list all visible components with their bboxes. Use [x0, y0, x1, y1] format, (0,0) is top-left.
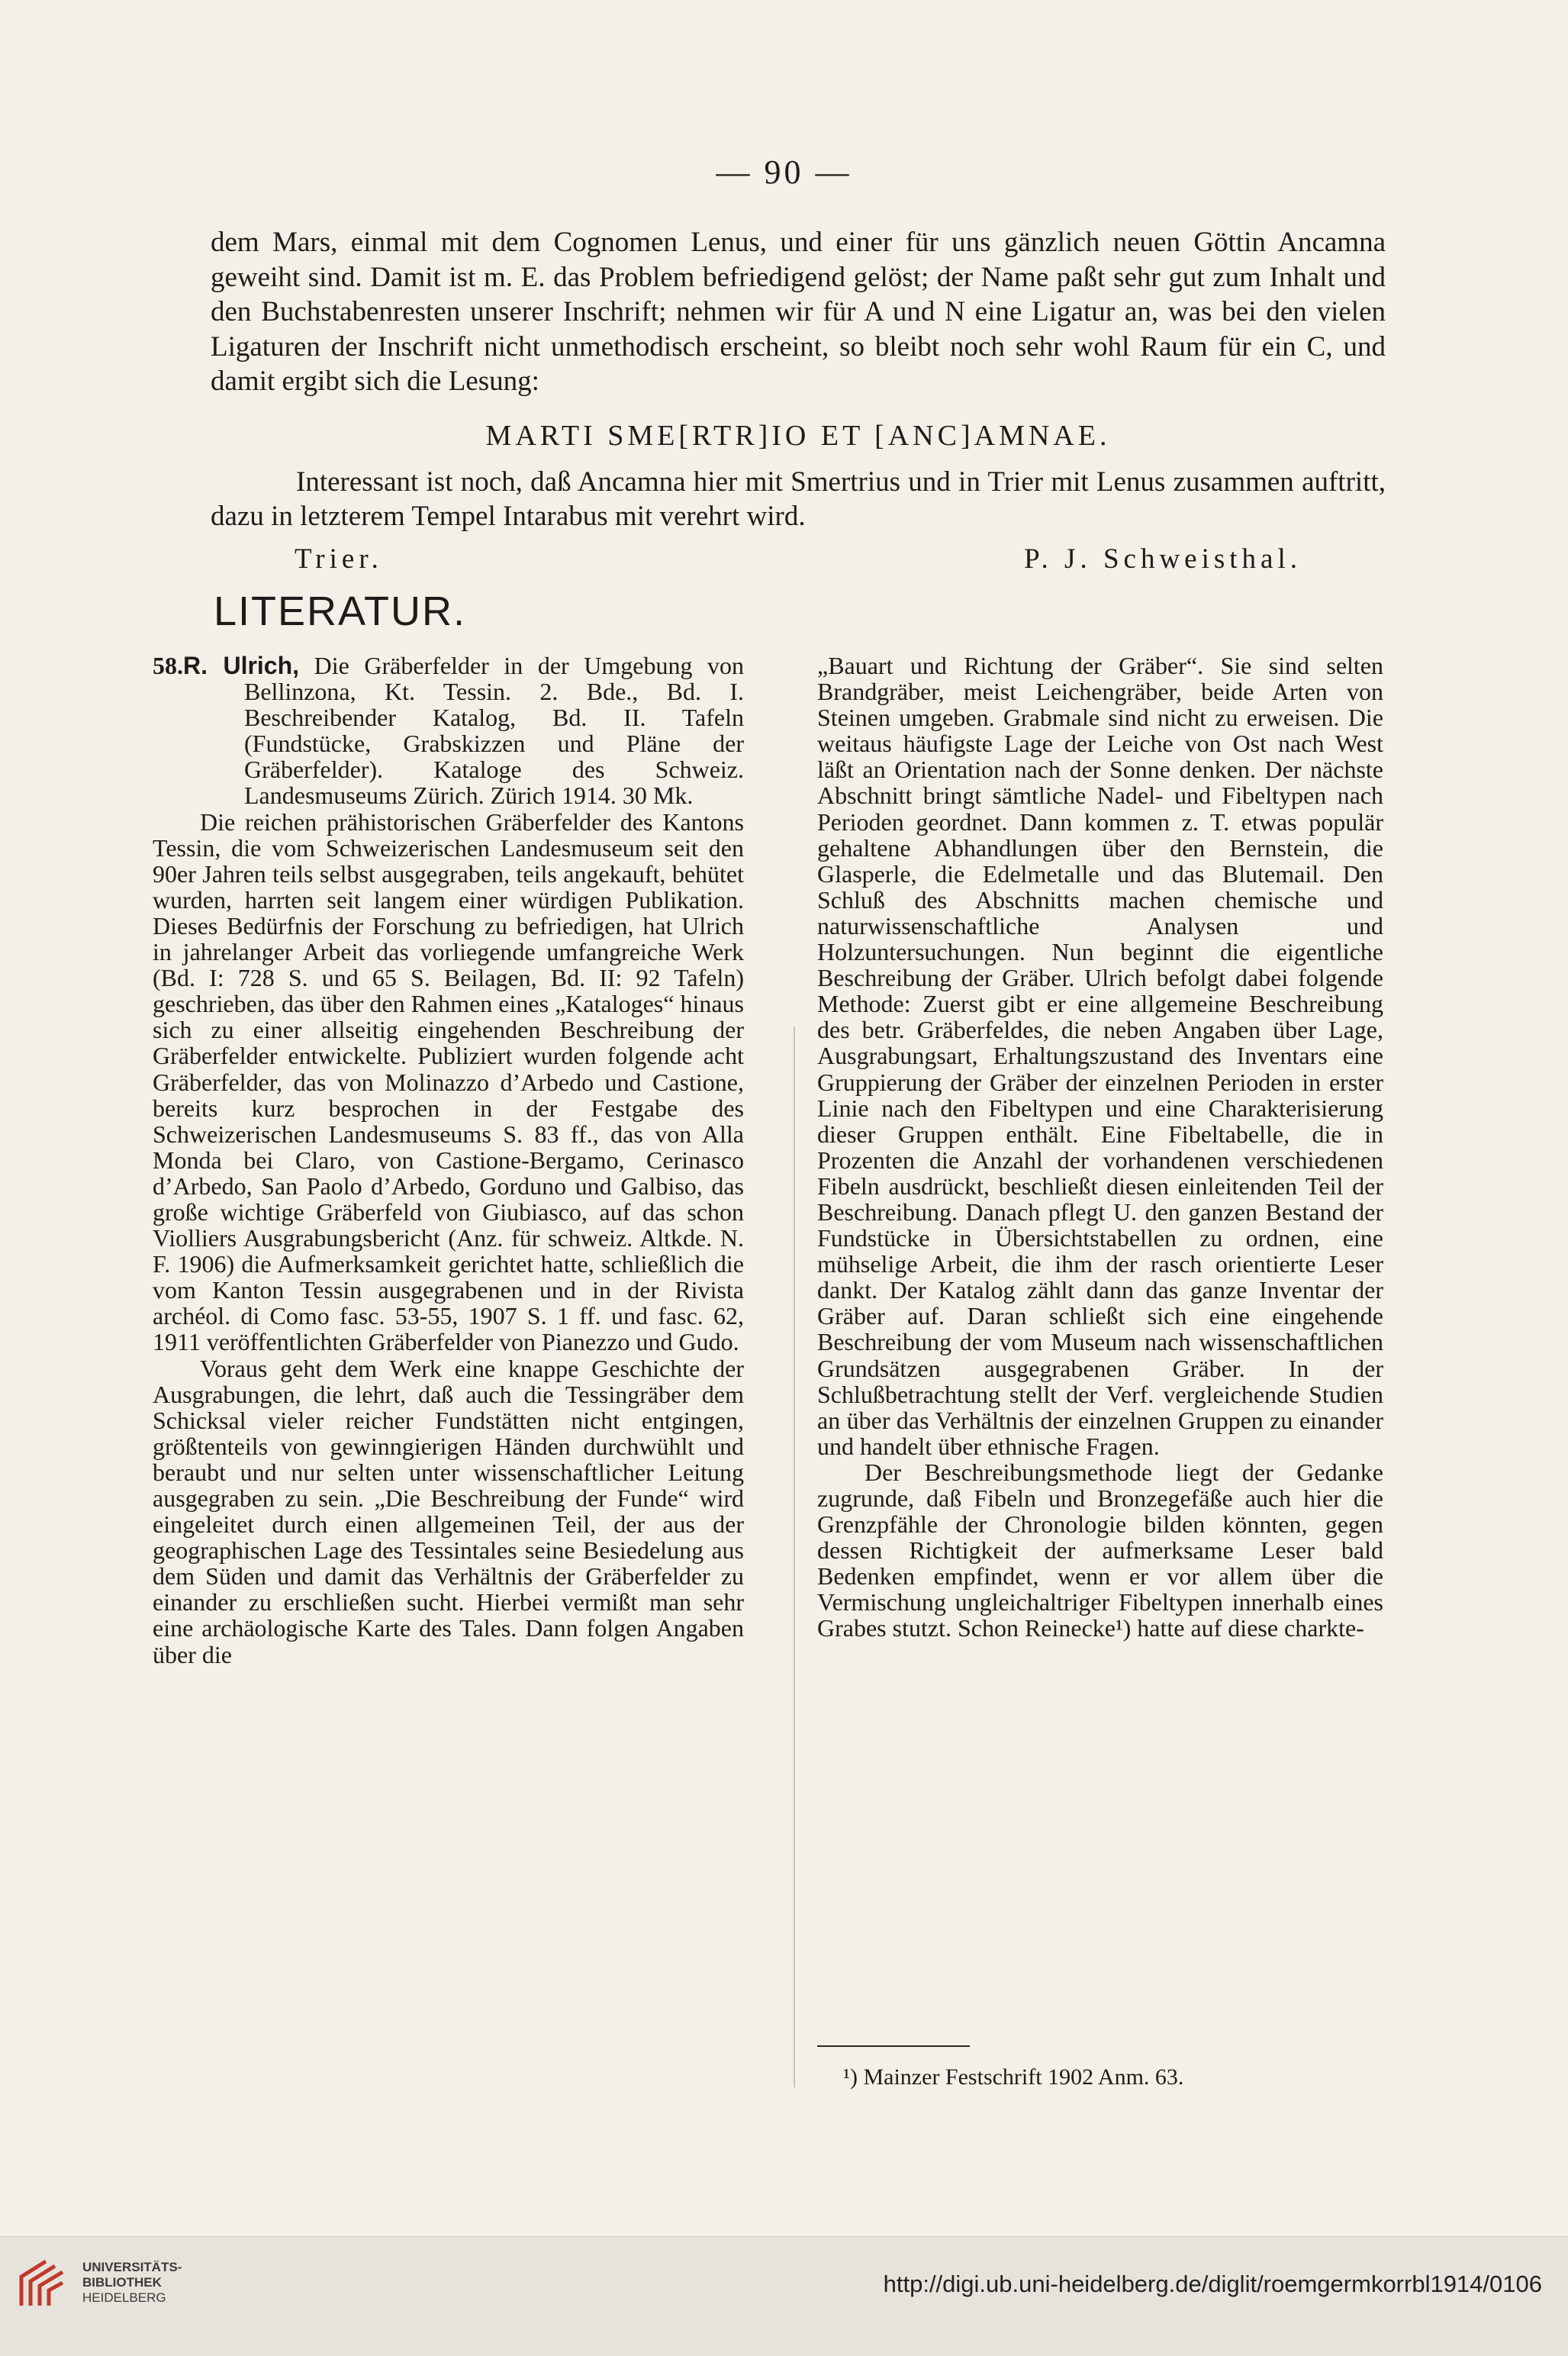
footnote: ¹) Mainzer Festschrift 1902 Anm. 63.: [843, 2064, 1184, 2090]
body-paragraph: Die reichen prähistorischen Gräberfelder des Kantons Tessin, die vom Schweizerischen Landesmuseum seit den 90er Jahren teils selbst ausgegraben, teils angekauft, behütet wurden, harrten seit langem einer würdigen Publikation. Dieses Bedürfnis der Forschung zu befriedigen, hat Ulrich in jahrelanger Arbeit das vorliegende umfangreiche Werk (Bd. I: 728 S. und 65 S. Beilagen, Bd. II: 92 Tafeln) geschrieben, das über den Rahmen eines „Kataloges“ hinaus sich zu einer allseitig eingehenden Beschreibung der Gräberfelder entwickelte. Publiziert wurden folgende acht Gräberfelder, das von Molinazzo d’Arbedo und Castione, bereits kurz besprochen in der Festgabe des Schweizerischen Landesmuseums S. 83 ff., das von Alla Monda bei Claro, von Castione-Bergamo, Cerinasco d’Arbedo, San Paolo d’Arbedo, Gorduno und Galbiso, das große wichtige Gräberfeld von Giubiasco, auf das schon Violliers Ausgrabungsbericht (Anz. für schweiz. Altkde. N. F. 1906) die Aufmerksamkeit gerichtet hatte, schließlich die vom Kanton Tessin ausgegrabenen und in der Rivista archéol. di Como fasc. 53-55, 1907 S. 1 ff. und fasc. 62, 1911 veröffentlichten Gräberfelder von Pianezzo und Gudo.: [153, 807, 744, 1356]
entry-author: R. Ulrich,: [183, 652, 300, 679]
bibliographic-entry: [153, 653, 744, 809]
entry-number: 58.: [153, 652, 183, 679]
right-column: [817, 653, 1383, 1642]
signature-line: [211, 542, 1386, 577]
digitization-footer: [0, 2236, 1568, 2356]
library-name-line: HEIDELBERG: [82, 2290, 166, 2305]
body-paragraph: „Bauart und Richtung der Gräber“. Sie sind selten Brandgräber, meist Leichengräber, beide Arten von Steinen umgeben. Grabmale sind nicht zu erweisen. Die weitaus häufigste Lage der Leiche von Ost nach West läßt an Orientation nach der Sonne denken. Der nächste Abschnitt bringt sämtliche Nadel- und Fibeltypen nach Perioden geordnet. Dann kommen z. T. etwas populär gehaltene Abhandlungen über den Bernstein, die Glasperle, die Edelmetalle und das Blutemail. Den Schluß des Abschnitts machen chemische und naturwissenschaftliche Analysen und Holzuntersuchungen. Nun beginnt die eigentliche Beschreibung der Gräber. Ulrich befolgt dabei folgende Methode: Zuerst gibt er eine allgemeine Beschreibung des betr. Gräberfeldes, die neben Angaben über Lage, Ausgrabungsart, Erhaltungszustand des Inventars eine Gruppierung der Gräber der einzelnen Perioden in erster Linie nach den Fibeltypen und eine Charakterisierung dieser Gruppen enthält. Eine Fibeltabelle, die in Prozenten die Anzahl der vorhandenen verschiedenen Fibeln ausdrückt, beschließt diesen einleitenden Teil der Beschreibung. Danach pflegt U. den ganzen Bestand der Fundstücke in Übersichtstabellen zu ordnen, eine mühselige Arbeit, die ihm der rasch orientierte Leser dankt. Der Katalog zählt dann das ganze Inventar der Gräber auf. Daran schließt sich eine eingehende Beschreibung der vom Museum nach wissenschaftlichen Grundsätzen ausgegrabenen Gräber. In der Schlußbetrachtung stellt der Verf. vergleichende Studien an über das Verhältnis der einzelnen Gruppen zu einander und handelt über ethnische Fragen.: [817, 652, 1383, 1460]
intro-paragraph-2: Interessant ist noch, daß Ancamna hier mit Smertrius und in Trier mit Lenus zusammen auftritt, dazu in letzterem Tempel Intarabus mit verehrt wird.: [211, 466, 1386, 532]
page-number: — 90 —: [716, 153, 852, 191]
place-name: Trier.: [295, 543, 383, 575]
library-name-line: UNIVERSITÄTS-: [82, 2260, 182, 2274]
article-intro: [211, 225, 1386, 576]
library-name: [82, 2260, 182, 2306]
permalink-url[interactable]: http://digi.ub.uni-heidelberg.de/diglit/roemgermkorrbl1914/0106: [883, 2271, 1542, 2297]
column-divider: [794, 1027, 795, 2087]
body-paragraph: Der Beschreibungsmethode liegt der Gedanke zugrunde, daß Fibeln und Bronzegefäße auch hier die Grenzpfähle der Chronologie bilden könnten, gegen dessen Richtigkeit der aufmerksame Leser bald Bedenken empfindet, wenn er vor allem über die Vermischung ungleichaltriger Fibeltypen innerhalb eines Grabes stutzt. Schon Reinecke¹) hatte auf diese charkte-: [817, 1458, 1383, 1642]
article-author: P. J. Schweisthal.: [1024, 543, 1302, 575]
section-heading: LITERATUR.: [214, 588, 467, 634]
footnote-rule: [817, 2045, 970, 2047]
body-paragraph: Voraus geht dem Werk eine knappe Geschichte der Ausgrabungen, die lehrt, daß auch die Tessingräber dem Schicksal vieler reicher Fundstätten nicht entgingen, größtenteils von gewinngierigen Händen durchwühlt und beraubt und nur selten unter wissenschaftlicher Leitung ausgegraben zu sein. „Die Beschreibung der Funde“ wird eingeleitet durch einen allgemeinen Teil, der aus der geographischen Lage des Tessintales seine Besiedelung aus dem Süden und damit das Verhältnis der Gräberfelder zu einander zu erschließen sucht. Hierbei vermißt man sehr eine archäologische Karte des Tales. Dann folgen Angaben über die: [153, 1354, 744, 1668]
left-column: [153, 653, 744, 1668]
inscription-reading: MARTI SME[RTR]IO ET [ANC]AMNAE.: [485, 419, 1111, 452]
entry-citation: Die Gräberfelder in der Umgebung von Bellinzona, Kt. Tessin. 2. Bde., Bd. I. Beschreibender Katalog, Bd. II. Tafeln (Fundstücke, Grabskizzen und Pläne der Gräberfelder). Kataloge des Schweiz. Landesmuseums Zürich. Zürich 1914. 30 Mk.: [244, 652, 744, 810]
library-logo-icon[interactable]: [15, 2255, 69, 2312]
intro-paragraph: dem Mars, einmal mit dem Cognomen Lenus, und einer für uns gänzlich neuen Göttin Ancamna geweiht sind. Damit ist m. E. das Problem befriedigend gelöst; der Name paßt sehr gut zum Inhalt und den Buchstabenresten unserer Inschrift; nehmen wir für A und N eine Ligatur an, was bei den vielen Ligaturen der Inschrift nicht unmethodisch erscheint, so bleibt noch sehr wohl Raum für ein C, und damit ergibt sich die Lesung:: [211, 227, 1386, 397]
library-name-line: BIBLIOTHEK: [82, 2275, 162, 2290]
